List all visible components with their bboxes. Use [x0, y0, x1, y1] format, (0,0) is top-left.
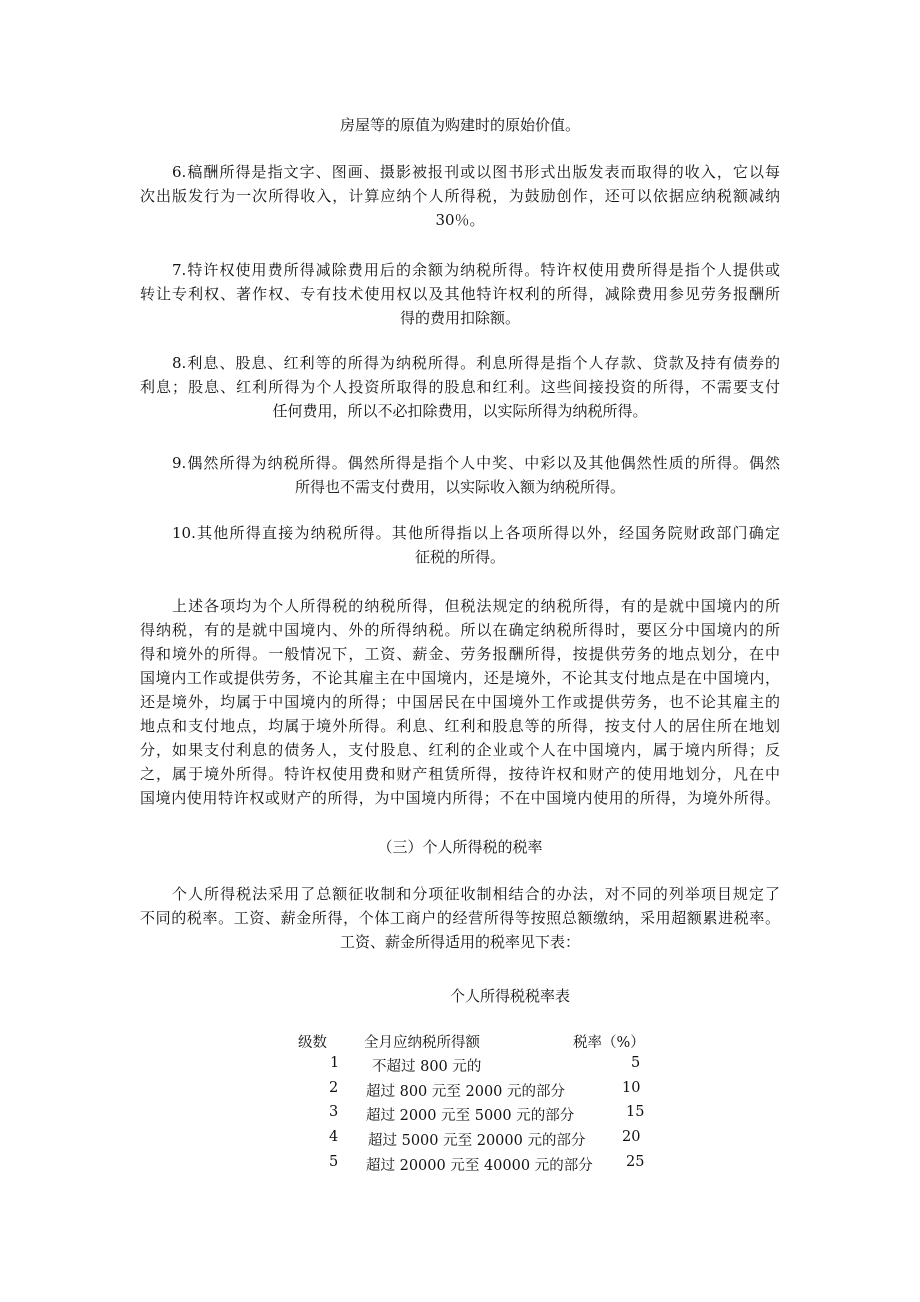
text-line: 所得也不需支付费用，以实际收入额为纳税所得。 [294, 478, 625, 496]
text-line: 9.偶然所得为纳税所得。偶然所得是指个人中奖、中彩以及其他偶然性质的所得。偶然 [172, 454, 780, 472]
text-line: 次出版发行为一次所得收入，计算应纳个人所得税，为鼓励创作，还可以依据应纳税额减纳 [140, 187, 780, 205]
text-line: 国境内工作或提供劳务，不论其雇主在中国境内，还是境外，不论其支付地点是在中国境内， [140, 669, 780, 687]
text-line: 房屋等的原值为购建时的原始价值。 [339, 116, 580, 134]
table-header-rate: 税率（%） [573, 1035, 645, 1051]
table-cell-level: 1 [330, 1055, 340, 1071]
text-line: 上述各项均为个人所得税的纳税所得，但税法规定的纳税所得，有的是就中国境内的所 [172, 597, 780, 615]
text-line: 地点和支付地点，均属于境外所得。利息、红利和股息等的所得，按支付人的居住所在地划 [140, 717, 780, 735]
text-line: 征税的所得。 [414, 548, 505, 566]
paragraph-original-value [140, 113, 780, 137]
table-cell-level: 5 [329, 1154, 339, 1170]
text-line: 转让专利权、著作权、专有技术使用权以及其他特许权利的所得，减除费用参见劳务报酬所 [140, 285, 780, 303]
table-cell-income: 超过 800 元至 2000 元的部分 [366, 1084, 566, 1100]
table-cell-income: 不超过 800 元的 [372, 1059, 482, 1075]
table-cell-level: 4 [329, 1129, 339, 1145]
table-title: 个人所得税税率表 [449, 987, 570, 1005]
text-line: 国境内使用特许权或财产的所得，为中国境内所得；不在中国境内使用的所得，为境外所得。 [140, 789, 780, 807]
text-line: 之，属于境外所得。特许权使用费和财产租赁所得，按待许权和财产的使用地划分，凡在中 [140, 765, 780, 783]
text-line: 还是境外，均属于中国境内的所得；中国居民在中国境外工作或提供劳务，也不论其雇主的 [140, 693, 780, 711]
table-cell-rate: 20 [622, 1129, 641, 1145]
table-cell-rate: 5 [631, 1055, 641, 1071]
table-cell-income: 超过 2000 元至 5000 元的部分 [366, 1108, 575, 1124]
table-cell-rate: 10 [622, 1080, 641, 1096]
text-line: 得纳税，有的是就中国境内、外的所得纳税。所以在确定纳税所得时，要区分中国境内的所 [140, 621, 780, 639]
paragraph-tax-rate-intro [140, 882, 780, 954]
paragraph-interest-income [140, 351, 780, 423]
table-cell-level: 3 [329, 1104, 339, 1120]
table-cell-income: 超过 20000 元至 40000 元的部分 [366, 1158, 593, 1174]
text-line: 10.其他所得直接为纳税所得。其他所得指以上各项所得以外，经国务院财政部门确定 [172, 524, 780, 542]
table-cell-rate: 15 [626, 1104, 645, 1120]
text-line: 30％。 [435, 211, 485, 229]
section-heading: （三）个人所得税的税率 [377, 838, 543, 856]
paragraph-domestic-foreign-income [140, 594, 780, 810]
table-cell-income: 超过 5000 元至 20000 元的部分 [368, 1133, 586, 1149]
text-line: 8.利息、股息、红利等的所得为纳税所得。利息所得是指个人存款、贷款及持有债券的 [172, 354, 780, 372]
text-line: 分，如果支付利息的债务人，支付股息、红利的企业或个人在中国境内，属于境内所得；反 [140, 741, 780, 759]
paragraph-royalty-income [140, 160, 780, 232]
text-line: 不同的税率。工资、薪金所得，个体工商户的经营所得等按照总额缴纳，采用超额累进税率。 [140, 909, 780, 927]
table-cell-rate: 25 [626, 1154, 645, 1170]
table-header-income: 全月应纳税所得额 [364, 1035, 480, 1051]
table-header-level: 级数 [298, 1035, 327, 1051]
table-cell-level: 2 [329, 1080, 339, 1096]
paragraph-incidental-income [140, 451, 780, 499]
text-line: 6.稿酬所得是指文字、图画、摄影被报刊或以图书形式出版发表而取得的收入，它以每 [172, 163, 780, 181]
text-line: 得的费用扣除额。 [399, 309, 520, 327]
paragraph-other-income [140, 521, 780, 569]
text-line: 7.特许权使用费所得减除费用后的余额为纳税所得。特许权使用费所得是指个人提供或 [172, 261, 780, 279]
text-line: 任何费用，所以不必扣除费用，以实际所得为纳税所得。 [272, 402, 648, 420]
text-line: 个人所得税法采用了总额征收制和分项征收制相结合的办法，对不同的列举项目规定了 [172, 885, 780, 903]
paragraph-franchise-income [140, 258, 780, 330]
text-line: 得和境外的所得。一般情况下，工资、薪金、劳务报酬所得，按提供劳务的地点划分，在中 [140, 645, 780, 663]
text-line: 利息；股息、红利所得为个人投资所取得的股息和红利。这些间接投资的所得，不需要支付 [140, 378, 780, 396]
text-line: 工资、薪金所得适用的税率见下表： [339, 933, 580, 951]
